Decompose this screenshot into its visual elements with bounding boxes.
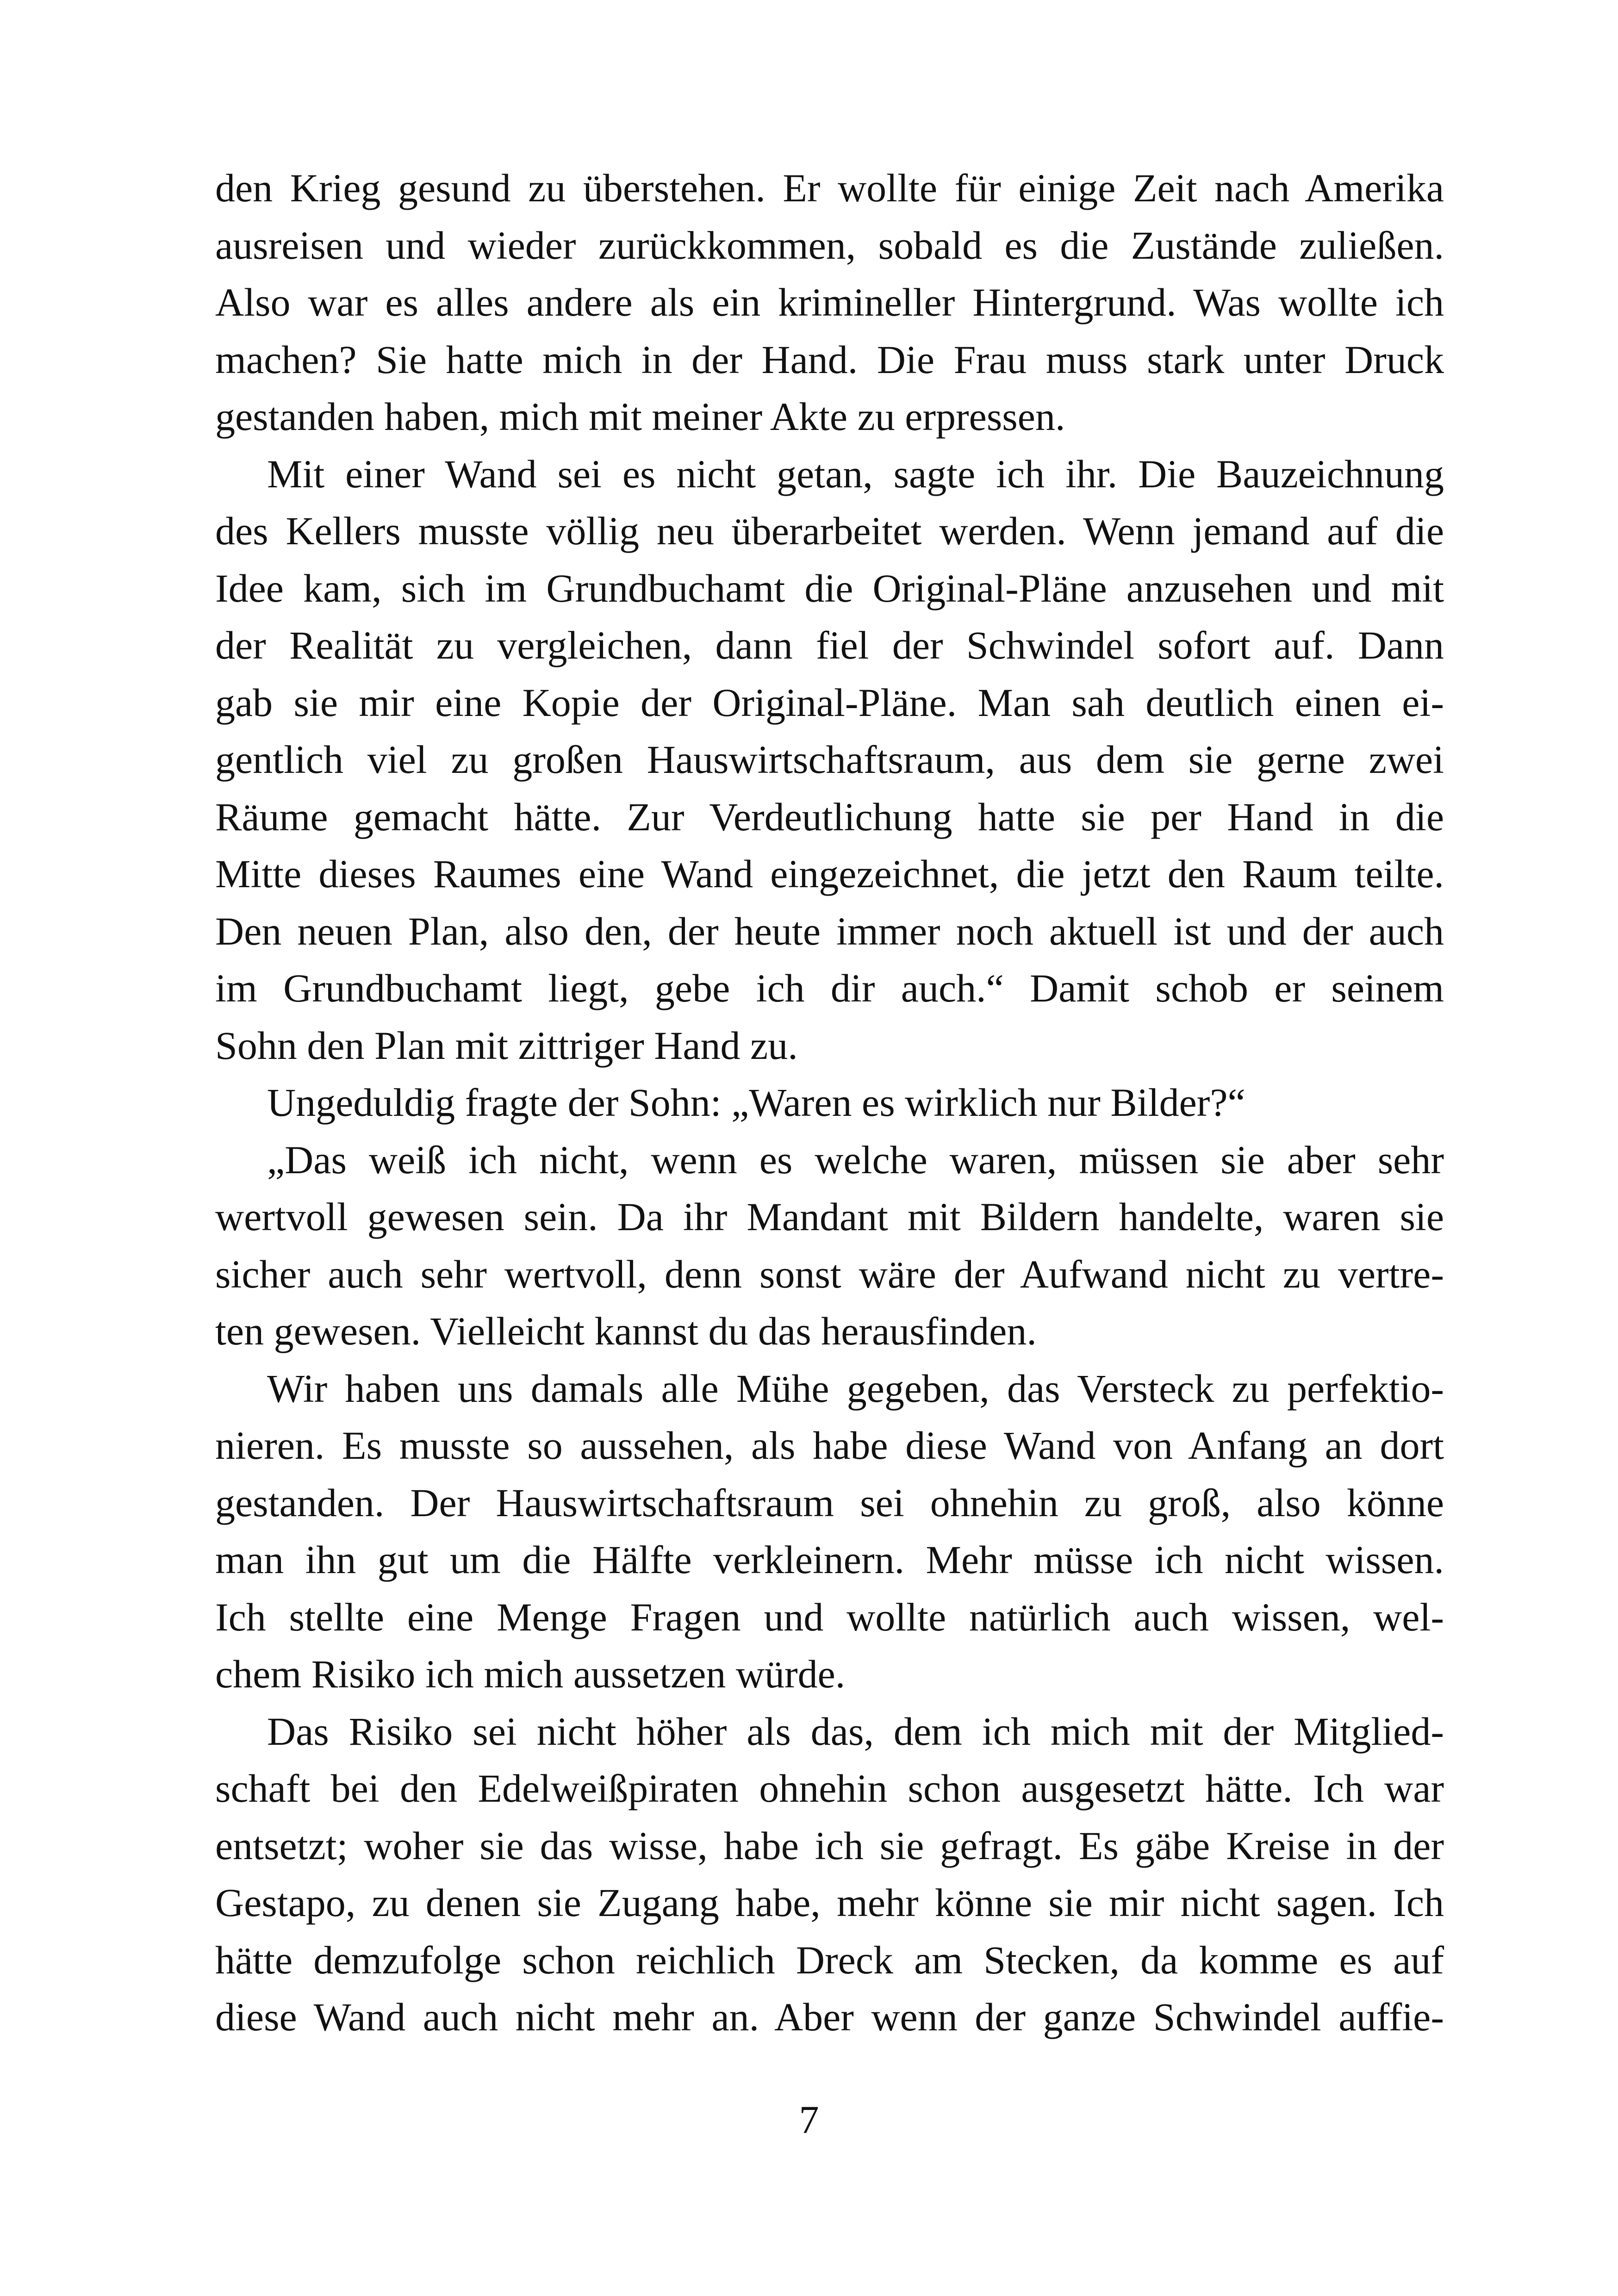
text-line: gestanden haben, mich mit meiner Akte zu erpressen. <box>215 394 1065 439</box>
text-line: Idee kam, sich im Grundbuchamt die Original-Pläne anzusehen und mit <box>215 566 1444 610</box>
text-line: ausreisen und wieder zurückkommen, sobald es die Zustände zuließen. <box>215 223 1444 268</box>
text-line: diese Wand auch nicht mehr an. Aber wenn der ganze Schwindel auffie- <box>215 1995 1444 2039</box>
text-line: Räume gemacht hätte. Zur Verdeutlichung hatte sie per Hand in die <box>215 794 1444 839</box>
body-text <box>215 160 1444 2046</box>
text-line: gentlich viel zu großen Hauswirtschaftsraum, aus dem sie gerne zwei <box>215 737 1444 782</box>
text-line: Wir haben uns damals alle Mühe gegeben, das Versteck zu perfektio- <box>267 1366 1444 1411</box>
page-number: 7 <box>799 2097 819 2142</box>
text-line: Gestapo, zu denen sie Zugang habe, mehr könne sie mir nicht sagen. Ich <box>215 1880 1444 1925</box>
text-line: ten gewesen. Vielleicht kannst du das herausfinden. <box>215 1309 1037 1353</box>
text-line: hätte demzufolge schon reichlich Dreck am Stecken, da komme es auf <box>215 1937 1444 1982</box>
text-line: sicher auch sehr wertvoll, denn sonst wäre der Aufwand nicht zu vertre- <box>215 1251 1444 1296</box>
text-line: Sohn den Plan mit zittriger Hand zu. <box>215 1023 798 1068</box>
text-line: machen? Sie hatte mich in der Hand. Die Frau muss stark unter Druck <box>215 337 1444 382</box>
text-line: Ungeduldig fragte der Sohn: „Waren es wirklich nur Bilder?“ <box>267 1080 1245 1125</box>
text-line: nieren. Es musste so aussehen, als habe diese Wand von Anfang an dort <box>215 1423 1444 1468</box>
text-line: Das Risiko sei nicht höher als das, dem ich mich mit der Mitglied- <box>267 1709 1444 1754</box>
text-line: chem Risiko ich mich aussetzen würde. <box>215 1652 846 1696</box>
text-line: Den neuen Plan, also den, der heute immer noch aktuell ist und der auch <box>215 908 1444 953</box>
text-line: Ich stellte eine Menge Fragen und wollte natürlich auch wissen, wel- <box>215 1594 1444 1639</box>
text-line: wertvoll gewesen sein. Da ihr Mandant mit Bildern handelte, waren sie <box>215 1195 1444 1239</box>
text-line: entsetzt; woher sie das wisse, habe ich sie gefragt. Es gäbe Kreise in der <box>215 1823 1444 1868</box>
text-line: gab sie mir eine Kopie der Original-Pläne. Man sah deutlich einen ei- <box>215 680 1444 725</box>
text-line: Mit einer Wand sei es nicht getan, sagte ich ihr. Die Bauzeichnung <box>267 451 1444 496</box>
text-line: Mitte dieses Raumes eine Wand eingezeichnet, die jetzt den Raum teilte. <box>215 852 1444 896</box>
text-line: gestanden. Der Hauswirtschaftsraum sei ohnehin zu groß, also könne <box>215 1480 1444 1525</box>
text-line: „Das weiß ich nicht, wenn es welche waren, müssen sie aber sehr <box>267 1137 1444 1182</box>
text-line: des Kellers musste völlig neu überarbeitet werden. Wenn jemand auf die <box>215 509 1444 553</box>
text-line: im Grundbuchamt liegt, gebe ich dir auch.“ Damit schob er seinem <box>215 966 1444 1010</box>
text-line: der Realität zu vergleichen, dann fiel der Schwindel sofort auf. Dann <box>215 623 1444 667</box>
text-line: schaft bei den Edelweißpiraten ohnehin schon ausgesetzt hätte. Ich war <box>215 1766 1444 1811</box>
text-line: man ihn gut um die Hälfte verkleinern. Mehr müsse ich nicht wissen. <box>215 1537 1444 1582</box>
text-line: Also war es alles andere als ein krimineller Hintergrund. Was wollte ich <box>215 280 1444 324</box>
text-line: den Krieg gesund zu überstehen. Er wollte für einige Zeit nach Amerika <box>215 166 1444 210</box>
